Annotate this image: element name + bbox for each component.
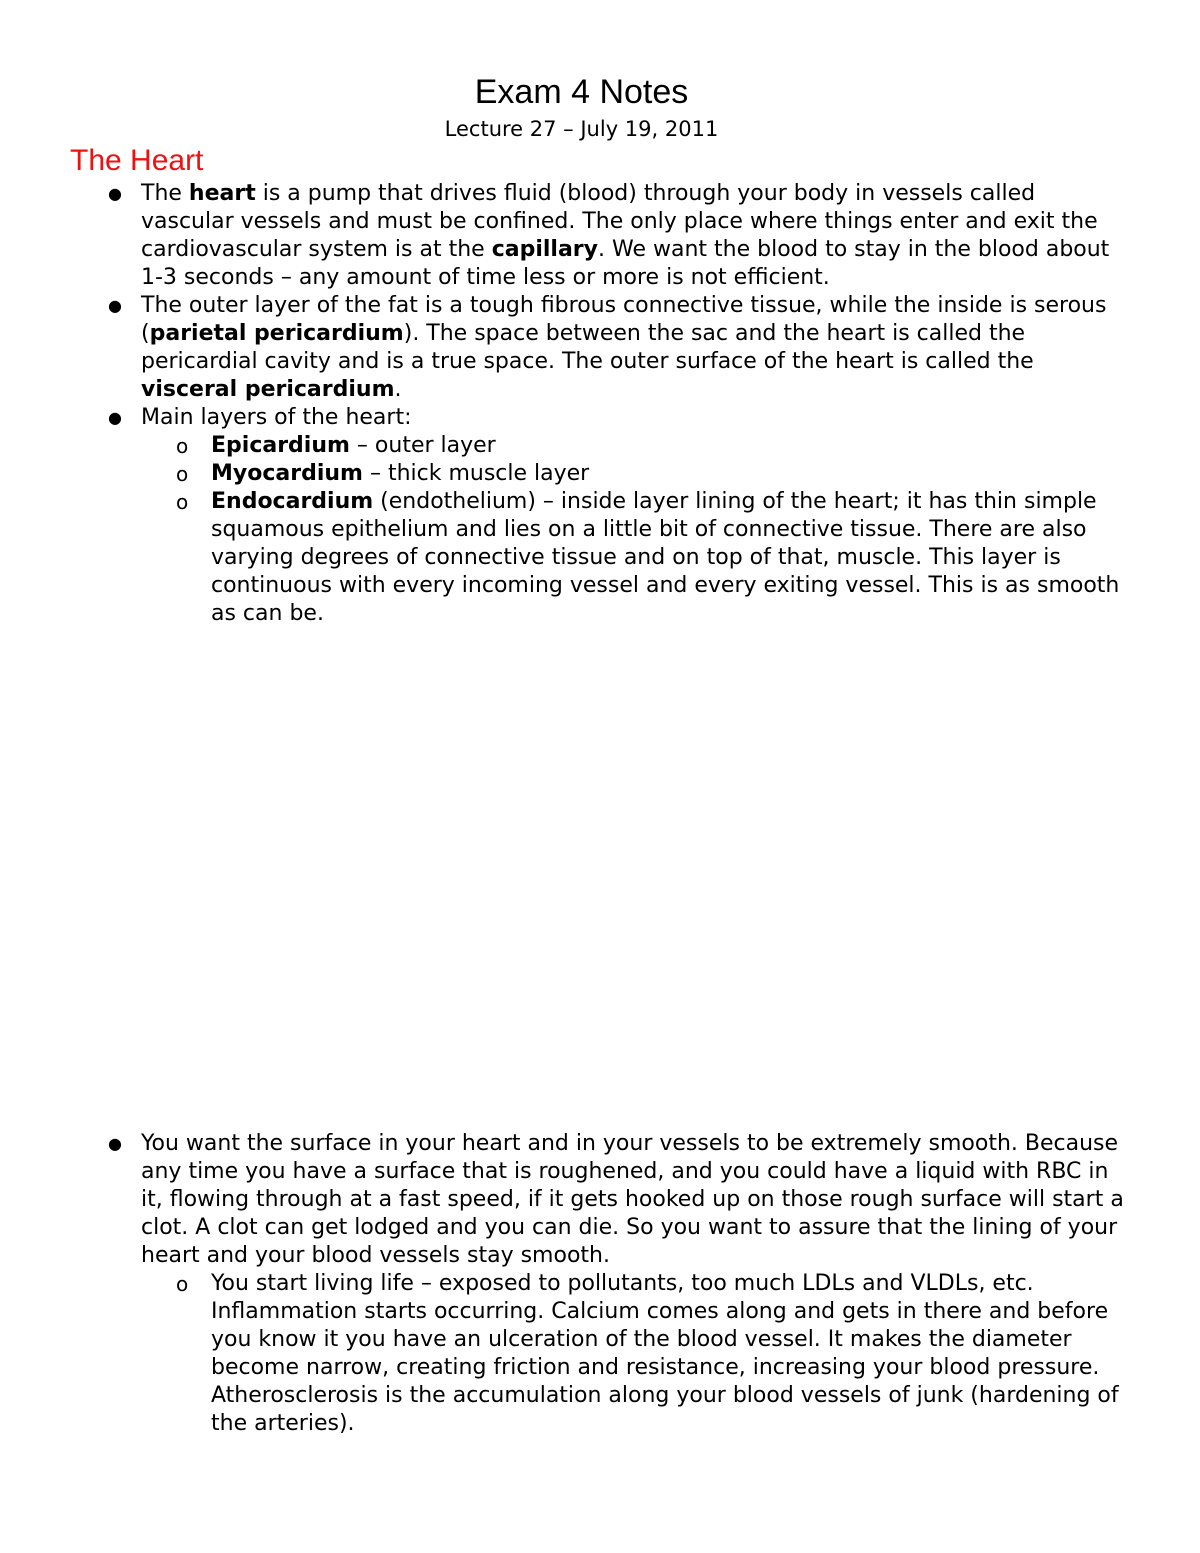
bold-term-parietal-pericardium: parietal pericardium <box>149 321 404 346</box>
notes-block-2 <box>0 1130 1200 1438</box>
sub-item-atherosclerosis <box>0 1270 1131 1438</box>
sub-item-myocardium <box>0 460 1131 488</box>
bold-term-myocardium: Myocardium <box>211 461 363 486</box>
sub-bullet-icon: o <box>176 434 189 458</box>
text-run: – outer layer <box>349 433 496 458</box>
bullet-item-smooth-surface <box>0 1130 1131 1270</box>
text-run: You want the surface in your heart and in your vessels to be extremely smooth. Because any time you have a surface that is roughened, and you could have a liquid with RBC in it, flowing through at a fast speed, if it gets hooked up on those rough surface will start a clot. A clot can get lodged and you can die. So you want to assure that the lining of your heart and your blood vessels stay smooth. <box>141 1131 1124 1268</box>
bullet-item-pericardium <box>0 292 1131 404</box>
text-run: . We want the blood to stay in the blood about 1-3 seconds – any amount of time less or more is not efficient. <box>141 237 1110 290</box>
bullet-icon: ● <box>108 296 122 315</box>
bullet-item-heart-pump <box>0 180 1131 292</box>
sub-item-epicardium <box>0 432 1131 460</box>
page-title: Exam 4 Notes <box>474 73 689 111</box>
bold-term-capillary: capillary <box>491 237 598 262</box>
text-run: . <box>394 377 402 402</box>
bullet-icon: ● <box>108 1134 122 1153</box>
text-run: ). The space between the sac and the heart is called the pericardial cavity and is a true space. The outer surface of the heart is called the <box>141 321 1034 374</box>
bold-term-visceral-pericardium: visceral pericardium <box>141 377 395 402</box>
bold-term-endocardium: Endocardium <box>211 489 374 514</box>
sub-bullet-icon: o <box>176 490 189 514</box>
text-run: is a pump that drives fluid (blood) through your body in vessels called vascular vessels and must be confined. The only place where things enter and exit the cardiovascular system is at the <box>141 181 1098 262</box>
text-run: Main layers of the heart: <box>141 405 412 430</box>
section-heading: The Heart <box>70 144 204 177</box>
bullet-item-main-layers <box>0 404 1131 432</box>
bold-term-heart: heart <box>188 181 256 206</box>
sub-item-endocardium <box>0 488 1131 628</box>
bullet-icon: ● <box>108 184 122 203</box>
bullet-icon: ● <box>108 408 122 427</box>
notes-block-1 <box>0 180 1200 628</box>
sub-bullet-icon: o <box>176 1272 189 1296</box>
text-run: (endothelium) – inside layer lining of the heart; it has thin simple squamous epithelium and lies on a little bit of connective tissue. There are also varying degrees of connective tissue and on top of that, muscle. This layer is continuous with every incoming vessel and every exiting vessel. This is as smooth as can be. <box>211 489 1120 626</box>
text-run: The <box>141 181 189 206</box>
text-run: – thick muscle layer <box>362 461 590 486</box>
text-run: The outer layer of the fat is a tough fibrous connective tissue, while the inside is serous ( <box>141 293 1107 346</box>
lecture-subtitle: Lecture 27 – July 19, 2011 <box>444 117 719 141</box>
sub-bullet-icon: o <box>176 462 189 486</box>
text-run: You start living life – exposed to pollutants, too much LDLs and VLDLs, etc. Inflammation starts occurring. Calcium comes along and gets in there and before you know it you have an ulceration of the blood vessel. It makes the diameter become narrow, creating friction and resistance, increasing your blood pressure. Atherosclerosis is the accumulation along your blood vessels of junk (hardening of the arteries). <box>211 1271 1119 1436</box>
bold-term-epicardium: Epicardium <box>211 433 350 458</box>
